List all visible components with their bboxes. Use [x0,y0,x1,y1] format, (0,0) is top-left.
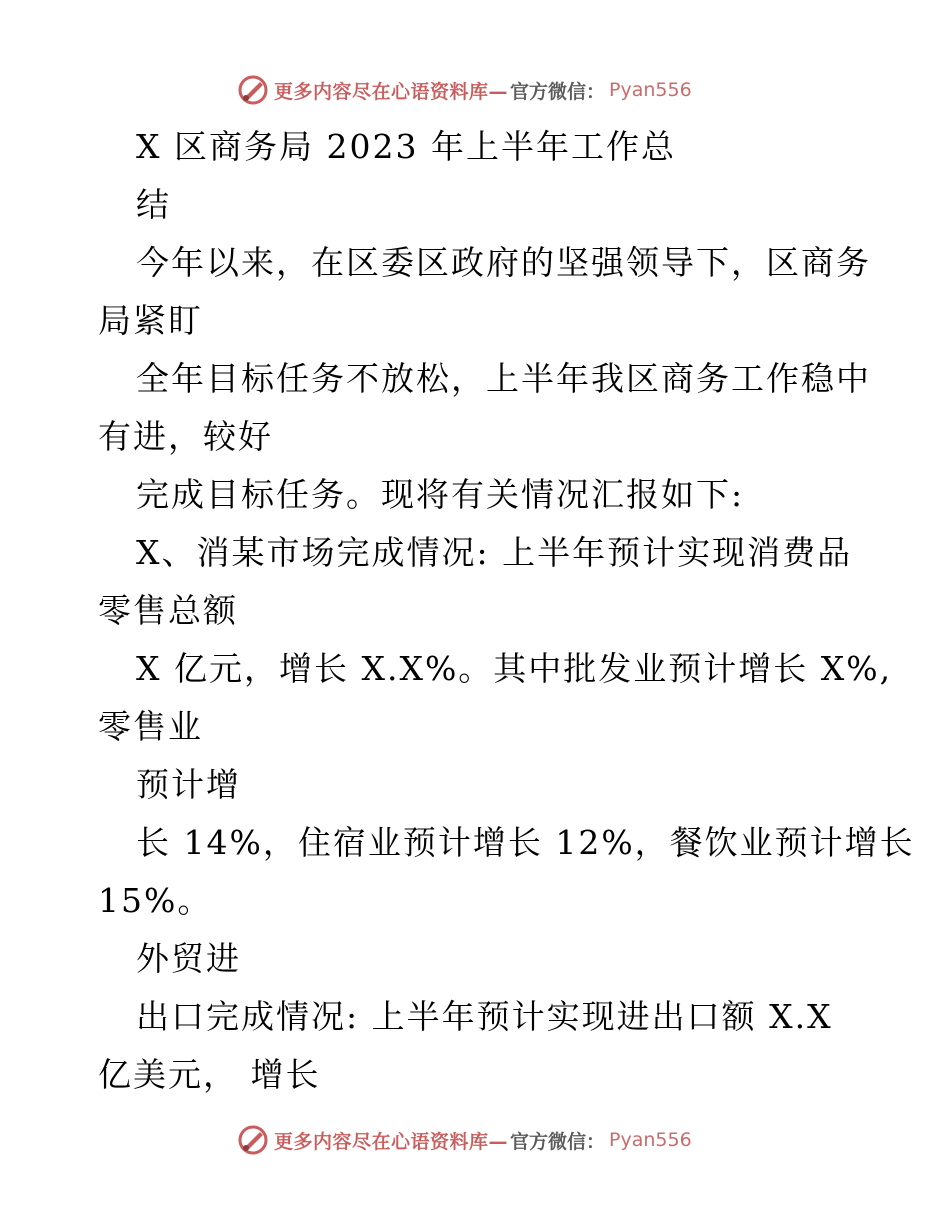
watermark-wechat-label: 官方微信： [510,80,606,103]
doc-line: 亿美元， 增长 [98,1055,321,1094]
doc-line: 零售总额 [98,591,238,630]
doc-line: 零售业 [98,707,203,746]
watermark-wechat-label: 官方微信： [510,1130,606,1153]
doc-line: 今年以来，在区委区政府的坚强领导下，区商务 [136,243,871,282]
doc-line: 局紧盯 [98,301,203,340]
doc-line: X 亿元，增长 X.X%。其中批发业预计增长 X%, [136,649,893,688]
doc-line: 长 14%，住宿业预计增长 12%，餐饮业预计增长 [136,823,915,862]
watermark-header [236,72,692,108]
brush-logo-icon [236,73,270,107]
doc-line: 外贸进 [136,939,241,978]
watermark-footer [236,1122,692,1158]
watermark-wechat-id: Pyan556 [609,1129,692,1151]
doc-line-title-cont: 结 [136,185,171,224]
watermark-wechat-id: Pyan556 [609,79,692,101]
watermark-text: 更多内容尽在心语资料库— [274,1130,509,1153]
doc-line: 预计增 [136,765,241,804]
watermark-text: 更多内容尽在心语资料库— [274,80,509,103]
doc-line: X、消某市场完成情况: 上半年预计实现消费品 [136,533,853,572]
doc-line: 全年目标任务不放松，上半年我区商务工作稳中 [136,359,871,398]
doc-line-title: X 区商务局 2023 年上半年工作总 [136,127,676,166]
doc-line: 完成目标任务。现将有关情况汇报如下: [136,475,745,514]
doc-line: 15%。 [98,881,213,920]
brush-logo-icon [236,1123,270,1157]
doc-line: 有进，较好 [98,417,273,456]
doc-line: 出口完成情况: 上半年预计实现进出口额 X.X [136,997,833,1036]
